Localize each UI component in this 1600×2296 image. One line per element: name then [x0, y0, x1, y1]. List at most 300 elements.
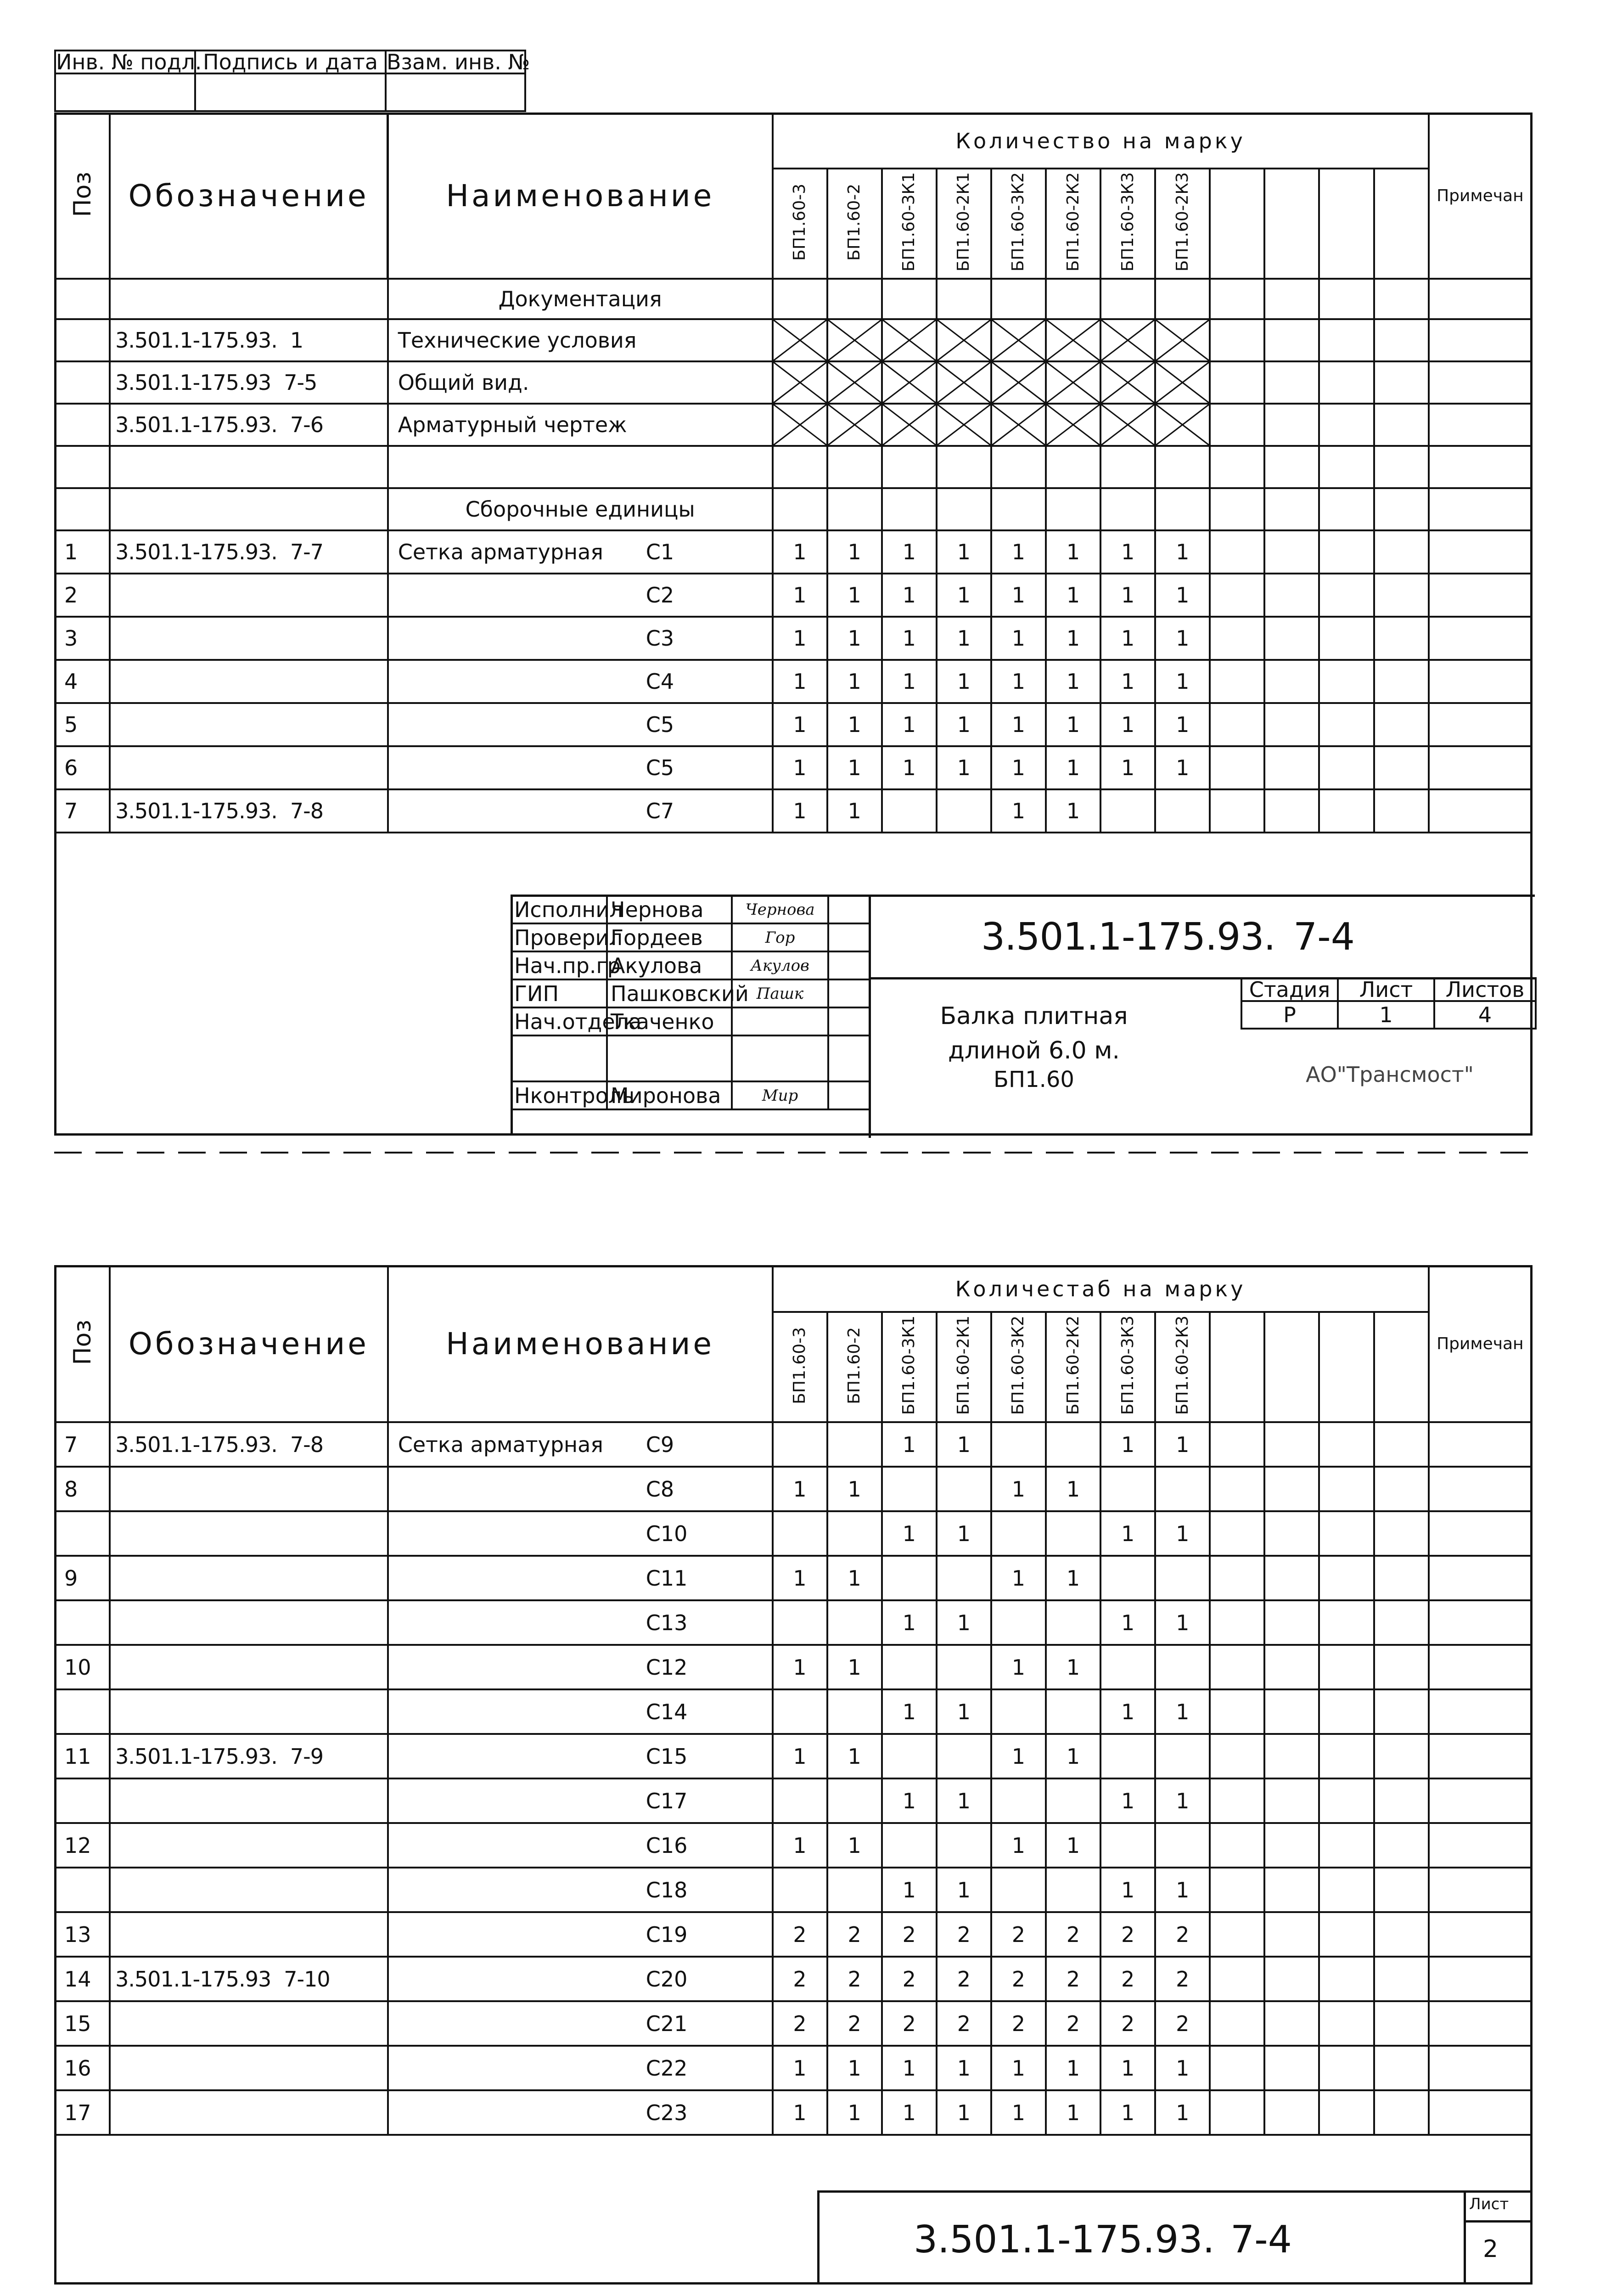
doc-cross-cell	[1155, 361, 1210, 404]
qty-cell: 1	[937, 2046, 991, 2090]
qty-cell: 1	[1046, 574, 1100, 617]
qty-header-2: Количестаб на марку	[773, 1266, 1429, 1312]
pos-cell: 14	[55, 1957, 110, 2001]
role-label: ГИП	[511, 979, 607, 1007]
table-row	[55, 2001, 1532, 2046]
signature: Чернова	[732, 895, 828, 923]
qty-cell: 1	[1046, 530, 1100, 574]
qty-cell	[827, 1422, 882, 1467]
qty-cell	[1155, 1556, 1210, 1600]
qty-cell: 1	[1100, 1778, 1155, 1823]
qty-cell: 1	[827, 2046, 882, 2090]
qty-cell: 1	[1155, 574, 1210, 617]
role-label: Исполнил	[511, 895, 607, 923]
qty-cell	[991, 1511, 1046, 1556]
s1-mark-header-6: БП1.60-3К3	[1118, 172, 1137, 272]
signature: Акулов	[732, 951, 828, 979]
qty-cell: 1	[1046, 1467, 1100, 1511]
qty-cell	[1046, 1511, 1100, 1556]
qty-cell: 1	[773, 1734, 827, 1778]
qty-cell: 1	[1046, 703, 1100, 746]
qty-cell: 1	[1046, 617, 1100, 660]
qty-cell	[937, 1556, 991, 1600]
qty-cell	[1046, 1778, 1100, 1823]
s2-mark-header-0: БП1.60-3	[790, 1327, 809, 1404]
qty-cell	[773, 1778, 827, 1823]
sheet2-spec-table	[54, 1265, 1533, 2136]
qty-cell: 1	[773, 2046, 827, 2090]
doc-code-value: 3.501.1-175.93.	[115, 328, 277, 353]
mark-value: С3	[646, 626, 674, 651]
doc-cross-cell	[827, 404, 882, 446]
doc-row	[55, 319, 1532, 361]
qty-cell: 1	[1155, 660, 1210, 703]
qty-cell	[1155, 1467, 1210, 1511]
doc-sheet-value: 7-5	[284, 370, 317, 395]
item-name: Сетка арматурная	[398, 540, 603, 564]
code-value: 3.501.1-175.93.	[115, 1432, 277, 1457]
s2-mark-header-2: БП1.60-3К1	[899, 1316, 919, 1415]
qty-cell	[991, 1778, 1046, 1823]
qty-cell	[882, 1467, 937, 1511]
qty-cell: 1	[1100, 1511, 1155, 1556]
role-person: Акулова	[607, 951, 732, 979]
code-value: 3.501.1-175.93	[115, 1966, 271, 1992]
s2-mark-header-4: БП1.60-3К2	[1009, 1316, 1028, 1415]
code-value: 3.501.1-175.93.	[115, 799, 277, 823]
qty-cell	[1155, 1734, 1210, 1778]
section-units: Сборочные единицы	[388, 488, 773, 530]
table-row	[55, 1823, 1532, 1868]
qty-cell	[827, 1689, 882, 1734]
qty-cell	[1100, 1556, 1155, 1600]
mark-value: С13	[646, 1610, 688, 1635]
qty-cell: 2	[937, 1912, 991, 1957]
stage-table	[1241, 977, 1537, 1030]
qty-cell: 1	[1155, 1422, 1210, 1467]
doc-code-value: 3.501.1-175.93.	[115, 412, 277, 437]
table-row	[55, 1868, 1532, 1912]
pos-cell: 8	[55, 1467, 110, 1511]
qty-cell: 1	[1046, 1734, 1100, 1778]
pos-cell: 7	[55, 1422, 110, 1467]
pos-cell: 1	[55, 530, 110, 574]
qty-cell: 1	[773, 746, 827, 789]
doc-cross-cell	[1155, 319, 1210, 361]
qty-cell: 1	[1100, 746, 1155, 789]
qty-cell: 1	[937, 1600, 991, 1645]
doc-cross-cell	[1100, 319, 1155, 361]
table-row	[55, 2090, 1532, 2135]
qty-cell: 1	[937, 1778, 991, 1823]
title-line-1: Балка плитная	[940, 1002, 1128, 1030]
qty-cell: 2	[1100, 1957, 1155, 2001]
signature	[732, 1035, 828, 1081]
table-row	[55, 1600, 1532, 1645]
qty-cell	[1100, 1823, 1155, 1868]
qty-cell: 1	[773, 789, 827, 833]
doc-cross-cell	[937, 361, 991, 404]
qty-cell: 1	[773, 1645, 827, 1689]
qty-cell: 1	[827, 746, 882, 789]
qty-cell: 1	[991, 2046, 1046, 2090]
mark-value: С19	[646, 1922, 688, 1947]
qty-cell	[1155, 1645, 1210, 1689]
name-header: Наименование	[388, 113, 773, 279]
stage-label: Стадия	[1241, 978, 1338, 1001]
qty-cell	[1155, 789, 1210, 833]
pos-cell: 6	[55, 746, 110, 789]
mark-value: С22	[646, 2055, 688, 2081]
qty-cell: 1	[1100, 2046, 1155, 2090]
sheet-value: 7-8	[290, 799, 323, 823]
qty-cell: 1	[1100, 703, 1155, 746]
doc-cross-cell	[991, 319, 1046, 361]
signature	[732, 1007, 828, 1035]
qty-cell	[882, 1823, 937, 1868]
qty-cell: 1	[991, 2090, 1046, 2135]
qty-cell: 1	[882, 1422, 937, 1467]
s1-mark-header-7: БП1.60-2К3	[1173, 172, 1192, 272]
table-row	[55, 1912, 1532, 1957]
qty-cell: 2	[991, 1912, 1046, 1957]
footer-doc-sheet: 7-4	[1230, 2218, 1292, 2262]
qty-cell	[882, 789, 937, 833]
doc-sheet-value: 7-6	[290, 412, 323, 437]
qty-cell	[937, 789, 991, 833]
doc-cross-cell	[1046, 319, 1100, 361]
footer-doc-code: 3.501.1-175.93.	[914, 2218, 1215, 2262]
qty-cell: 1	[827, 2090, 882, 2135]
code-value: 3.501.1-175.93.	[115, 540, 277, 564]
table-row	[55, 1511, 1532, 1556]
qty-cell: 1	[1100, 1868, 1155, 1912]
table-row	[55, 2046, 1532, 2090]
qty-cell	[1100, 1467, 1155, 1511]
s2-mark-header-7: БП1.60-2К3	[1173, 1316, 1192, 1415]
qty-cell: 1	[827, 1734, 882, 1778]
qty-cell: 1	[991, 1645, 1046, 1689]
role-row	[511, 979, 870, 1007]
qty-cell: 1	[882, 660, 937, 703]
qty-cell: 1	[1100, 1422, 1155, 1467]
section-docs: Документация	[388, 279, 773, 319]
table-row	[55, 1778, 1532, 1823]
qty-cell: 1	[1155, 1778, 1210, 1823]
qty-cell	[1046, 1600, 1100, 1645]
mark-value: С16	[646, 1833, 688, 1858]
qty-cell: 1	[882, 746, 937, 789]
qty-cell	[991, 1600, 1046, 1645]
qty-cell: 1	[1046, 1645, 1100, 1689]
mark-value: С10	[646, 1521, 688, 1546]
qty-cell: 1	[937, 1511, 991, 1556]
doc-cross-cell	[773, 404, 827, 446]
qty-cell	[991, 1689, 1046, 1734]
doc-name: Общий вид.	[388, 361, 773, 404]
qty-cell: 1	[937, 1868, 991, 1912]
pos-cell: 17	[55, 2090, 110, 2135]
sheet-label: Лист	[1338, 978, 1434, 1001]
s2-mark-header-1: БП1.60-2	[845, 1327, 864, 1404]
qty-cell: 2	[1046, 1912, 1100, 1957]
corner-col3: Взам. инв. №	[387, 50, 530, 74]
qty-cell	[1046, 1689, 1100, 1734]
pos-cell: 3	[55, 617, 110, 660]
roles-table	[511, 895, 870, 1110]
qty-cell: 1	[1100, 1600, 1155, 1645]
qty-cell: 1	[773, 617, 827, 660]
qty-cell: 1	[882, 617, 937, 660]
qty-cell: 1	[991, 1467, 1046, 1511]
qty-cell: 1	[1155, 617, 1210, 660]
sheet1-spec-table	[54, 113, 1533, 833]
pos-cell	[55, 1511, 110, 1556]
qty-cell: 1	[937, 1689, 991, 1734]
mark-value: С23	[646, 2100, 688, 2125]
doc-sheet-value: 1	[290, 328, 303, 353]
doc-row	[55, 361, 1532, 404]
qty-cell: 2	[827, 1912, 882, 1957]
sheets-value: 4	[1434, 1001, 1536, 1029]
role-person: Пашковский	[607, 979, 732, 1007]
qty-cell: 2	[991, 1957, 1046, 2001]
note-header-2: Примечан	[1429, 1266, 1532, 1422]
qty-cell	[773, 1689, 827, 1734]
qty-cell: 1	[773, 530, 827, 574]
qty-cell: 1	[1155, 1600, 1210, 1645]
qty-cell: 1	[882, 530, 937, 574]
corner-col2: Подпись и дата	[195, 51, 386, 73]
qty-header: Количество на марку	[773, 113, 1429, 169]
pos-cell: 5	[55, 703, 110, 746]
doc-cross-cell	[991, 404, 1046, 446]
mark-value: С20	[646, 1966, 688, 1992]
table-row	[55, 1957, 1532, 2001]
role-person: Чернова	[607, 895, 732, 923]
table-row	[55, 703, 1532, 746]
table-row	[55, 789, 1532, 833]
doc-cross-cell	[937, 404, 991, 446]
qty-cell: 1	[773, 1556, 827, 1600]
qty-cell: 1	[991, 746, 1046, 789]
role-row	[511, 923, 870, 951]
qty-cell: 1	[1155, 1868, 1210, 1912]
role-label: Проверил	[511, 923, 607, 951]
qty-cell: 1	[1046, 789, 1100, 833]
mark-value: С9	[646, 1432, 674, 1457]
qty-cell: 2	[882, 2001, 937, 2046]
s1-mark-header-4: БП1.60-3К2	[1009, 172, 1028, 272]
qty-cell	[882, 1645, 937, 1689]
sheet-value: 1	[1338, 1001, 1434, 1029]
qty-cell: 1	[882, 1868, 937, 1912]
organization: АО"Трансмост"	[1306, 1062, 1474, 1087]
qty-cell	[937, 1467, 991, 1511]
s1-mark-header-1: БП1.60-2	[845, 183, 864, 261]
qty-cell: 1	[1155, 703, 1210, 746]
table-row	[55, 530, 1532, 574]
doc-cross-cell	[937, 319, 991, 361]
qty-cell: 1	[1155, 1689, 1210, 1734]
table-row	[55, 1734, 1532, 1778]
qty-cell	[1100, 1734, 1155, 1778]
table-row	[55, 1645, 1532, 1689]
qty-cell: 1	[827, 574, 882, 617]
qty-cell: 1	[1100, 617, 1155, 660]
doc-sheet-code: 7-4	[1293, 915, 1355, 959]
pos-cell	[55, 1689, 110, 1734]
qty-cell: 1	[882, 1778, 937, 1823]
qty-cell: 1	[1046, 2046, 1100, 2090]
qty-cell: 2	[773, 2001, 827, 2046]
qty-cell: 1	[1155, 530, 1210, 574]
mark-value: С11	[646, 1565, 688, 1591]
doc-code: 3.501.1-175.93.	[981, 915, 1275, 959]
qty-cell: 1	[882, 703, 937, 746]
mark-value: С18	[646, 1877, 688, 1902]
sheet-value: 7-8	[290, 1432, 323, 1457]
qty-cell: 1	[827, 703, 882, 746]
sheet-value: 7-9	[290, 1744, 323, 1769]
qty-cell: 2	[1046, 1957, 1100, 2001]
qty-cell	[1155, 1823, 1210, 1868]
qty-cell: 2	[882, 1957, 937, 2001]
doc-cross-cell	[827, 319, 882, 361]
mark-value: С15	[646, 1744, 688, 1769]
signature: Гор	[732, 923, 828, 951]
mark-value: С4	[646, 669, 674, 694]
mark-value: С8	[646, 1476, 674, 1502]
qty-cell: 1	[1100, 574, 1155, 617]
qty-cell: 1	[773, 2090, 827, 2135]
qty-cell: 1	[1155, 2046, 1210, 2090]
qty-cell: 1	[882, 1689, 937, 1734]
qty-cell: 1	[827, 1556, 882, 1600]
title-line-2: длиной 6.0 м.	[948, 1037, 1120, 1064]
mark-value: С7	[646, 799, 674, 823]
role-label: Нконтроль	[511, 1081, 607, 1109]
qty-cell: 1	[827, 1467, 882, 1511]
role-row	[511, 951, 870, 979]
mark-value: С5	[646, 755, 674, 780]
role-label: Нач.пр.гр	[511, 951, 607, 979]
table-row	[55, 1556, 1532, 1600]
qty-cell: 1	[773, 574, 827, 617]
role-row	[511, 1035, 870, 1081]
qty-cell	[937, 1823, 991, 1868]
doc-row	[55, 404, 1532, 446]
qty-cell: 2	[1100, 2001, 1155, 2046]
mark-value: С1	[646, 540, 674, 564]
sheet-value: 7-7	[290, 540, 323, 564]
qty-cell: 1	[937, 574, 991, 617]
qty-cell: 1	[827, 789, 882, 833]
qty-cell: 1	[1046, 2090, 1100, 2135]
role-row	[511, 895, 870, 923]
qty-cell: 2	[1155, 1912, 1210, 1957]
pos-cell: 11	[55, 1734, 110, 1778]
mark-value: С12	[646, 1654, 688, 1680]
qty-cell: 2	[1100, 1912, 1155, 1957]
qty-cell: 1	[827, 530, 882, 574]
doc-cross-cell	[882, 404, 937, 446]
qty-cell: 1	[991, 660, 1046, 703]
pos-cell: 12	[55, 1823, 110, 1868]
qty-cell: 2	[773, 1912, 827, 1957]
footer-sheet-label: Лист	[1469, 2195, 1509, 2213]
qty-cell: 2	[991, 2001, 1046, 2046]
s2-mark-header-3: БП1.60-2К1	[954, 1316, 973, 1415]
pos-cell: 13	[55, 1912, 110, 1957]
qty-cell: 1	[882, 2090, 937, 2135]
table-row	[55, 660, 1532, 703]
doc-cross-cell	[827, 361, 882, 404]
qty-cell: 1	[882, 574, 937, 617]
qty-cell: 1	[1046, 746, 1100, 789]
mark-value: С17	[646, 1788, 688, 1813]
name-header-2: Наименование	[388, 1266, 773, 1422]
qty-cell: 2	[882, 1912, 937, 1957]
qty-cell	[1100, 789, 1155, 833]
qty-cell: 1	[937, 1422, 991, 1467]
qty-cell	[991, 1868, 1046, 1912]
qty-cell: 1	[1155, 2090, 1210, 2135]
qty-cell: 1	[991, 789, 1046, 833]
qty-cell: 1	[991, 1556, 1046, 1600]
qty-cell: 1	[1100, 2090, 1155, 2135]
qty-cell	[1100, 1645, 1155, 1689]
pos-cell: 9	[55, 1556, 110, 1600]
qty-cell: 1	[991, 1823, 1046, 1868]
qty-cell: 1	[991, 1734, 1046, 1778]
qty-cell: 1	[773, 1823, 827, 1868]
qty-cell: 1	[991, 530, 1046, 574]
sheet-value: 7-10	[284, 1966, 330, 1992]
s1-mark-header-0: БП1.60-3	[790, 183, 809, 261]
doc-name: Арматурный чертеж	[388, 404, 773, 446]
qty-cell	[882, 1556, 937, 1600]
role-row	[511, 1081, 870, 1109]
role-person	[607, 1035, 732, 1081]
pos-header: Поз	[68, 172, 96, 217]
qty-cell	[937, 1734, 991, 1778]
doc-cross-cell	[773, 361, 827, 404]
qty-cell: 1	[991, 703, 1046, 746]
qty-cell: 1	[991, 574, 1046, 617]
qty-cell	[991, 1422, 1046, 1467]
table-row	[55, 746, 1532, 789]
doc-cross-cell	[882, 319, 937, 361]
qty-cell: 2	[827, 2001, 882, 2046]
qty-cell	[937, 1645, 991, 1689]
title-block	[511, 895, 1533, 1136]
s1-mark-header-5: БП1.60-2К2	[1063, 172, 1083, 272]
doc-cross-cell	[991, 361, 1046, 404]
qty-cell: 2	[1155, 1957, 1210, 2001]
mark-value: С14	[646, 1699, 688, 1724]
s1-mark-header-3: БП1.60-2К1	[954, 172, 973, 272]
note-header: Примечан	[1429, 113, 1532, 279]
qty-cell: 2	[827, 1957, 882, 2001]
qty-cell: 2	[1155, 2001, 1210, 2046]
doc-cross-cell	[882, 361, 937, 404]
qty-cell: 1	[882, 1511, 937, 1556]
role-label	[511, 1035, 607, 1081]
qty-cell: 1	[1046, 1823, 1100, 1868]
doc-cross-cell	[1155, 404, 1210, 446]
qty-cell: 1	[882, 2046, 937, 2090]
